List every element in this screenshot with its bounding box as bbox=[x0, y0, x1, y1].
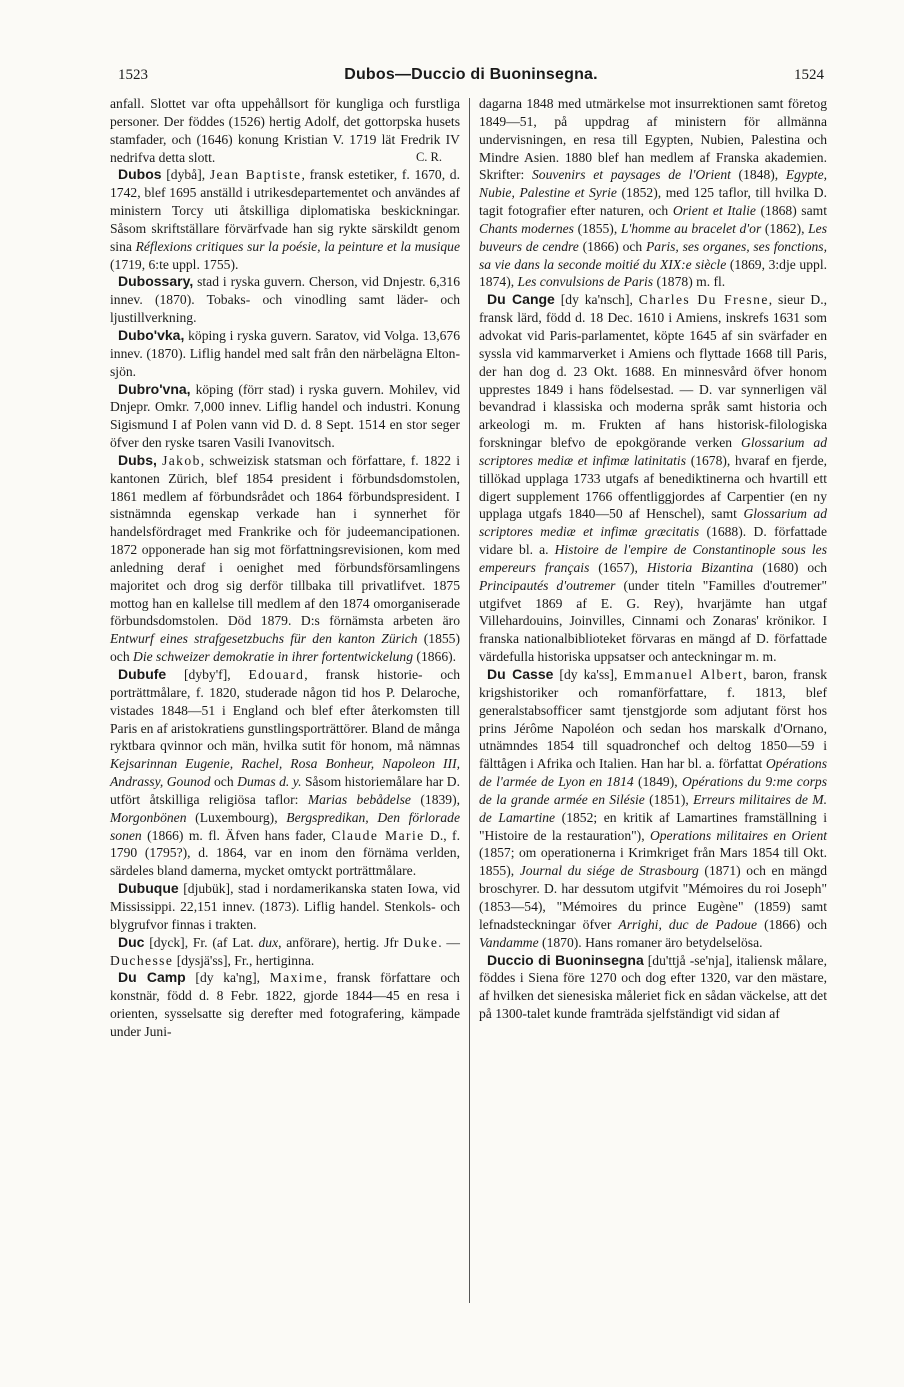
headword: Duccio di Buoninsegna bbox=[487, 951, 644, 968]
work-title: Kejsarinnan Eugenie, Rachel, Rosa Bonheur, Napoleon III, Andrassy, Gounod bbox=[110, 756, 460, 790]
person-name: Emmanuel Albert bbox=[623, 667, 744, 682]
article-entry bbox=[479, 95, 827, 291]
work-title: Arrighi, duc de Padoue bbox=[618, 916, 758, 932]
headword: Dubuque bbox=[118, 880, 179, 897]
article-entry bbox=[110, 166, 460, 273]
work-title: Les buveurs de cendre bbox=[479, 220, 828, 254]
work-title: Glossarium ad scriptores mediæ et infimæ latinitatis bbox=[479, 435, 827, 468]
article-entry bbox=[479, 666, 827, 952]
body-text: [dy ka'ng], bbox=[185, 970, 270, 986]
work-title: Souvenirs et paysages de l'Orient bbox=[531, 167, 731, 183]
article-entry bbox=[110, 452, 460, 666]
article-entry bbox=[110, 934, 460, 970]
body-text: (1657), bbox=[589, 559, 647, 575]
body-text: [dy ka'nsch], bbox=[554, 292, 639, 308]
right-page-number: 1524 bbox=[793, 66, 824, 83]
body-text: [du'ttjå -se'nja], italiensk målare, föddes i Siena före 1270 och dog efter 1320, var den mästare, af hvilken det sienesiska måleriet fick en sådan väckelse, att det på 1300-talet kunde framträda sjelfständigt vid sidan af bbox=[479, 952, 827, 1022]
work-title: Die schweizer demokratie in ihrer fortentwickelung bbox=[133, 649, 414, 665]
work-title: Operations militaires en Orient bbox=[649, 827, 828, 843]
headword: Du Cange bbox=[487, 291, 555, 308]
headword: Dubufe bbox=[118, 666, 167, 682]
body-text: (1878) m. fl. bbox=[653, 274, 726, 290]
article-entry bbox=[110, 969, 460, 1040]
headword: Dubro'vna, bbox=[118, 380, 191, 397]
body-text: D., f. 1790 (1795?), d. 1864, var en inom den förnäma verlden, särdeles bland damerna, mycket omtyckt porträttmålare. bbox=[110, 827, 460, 879]
work-title: Chants modernes bbox=[479, 220, 574, 236]
work-title: Historia Bizantina bbox=[646, 559, 754, 575]
article-entry bbox=[479, 952, 827, 1023]
body-text: (1851), bbox=[644, 791, 694, 807]
work-title: Entwurf eines strafgesetzbuchs für den kanton Zürich bbox=[110, 631, 418, 647]
body-text: , baron, fransk krigshistoriker och romanförfattare, f. 1813, blef generalstabsofficer samt tjenstgjorde som adjutant först hos prins Jérôme Napoléon och sedan hos marskalk d'Ornano, utnämndes 1854 till squadronchef och deltog 1850—59 i fälttågen i Afrika och Italien. Han har bl. a. författat bbox=[479, 667, 827, 772]
article-entry bbox=[110, 666, 460, 880]
body-text: (1862), bbox=[761, 220, 809, 236]
article-entry bbox=[110, 880, 460, 934]
work-title: Histoire de l'empire de Constantinople sous les empereurs français bbox=[479, 542, 827, 575]
body-text: , schweizisk statsman och författare, f. 1822 i kantonen Zürich, blef 1854 president i förbundsdomstolen, 1861 medlem af förbundsrådet och 1864 förbundspresident. I sistnämnda egenskap verkade han i synnerhet för handelsfördraget med Frankrike och för judeemancipationen. 1872 opponerade han sig mot författningsrevisionen, kom med anledning deraf i oenighet med förbundsförsamlingens majoritet och drog sig derför tillbaka till privatlifvet. 1875 mottog han en kallelse till medlem af den 1874 omorganiserade förbundsdomstolen. Död 1879. D:s förnämsta arbeten äro bbox=[110, 452, 460, 629]
body-text: dagarna 1848 med utmärkelse mot insurrektionen samt företog 1849—51, på uppdrag af ministern för allmänna undervisningen, en resa till Egypten, Nubien, Palestina och Mindre Asien. 1880 blef han medlem af Franska akademien. Skrifter: bbox=[479, 96, 827, 183]
person-name: Claude Marie bbox=[331, 827, 425, 843]
body-text: och bbox=[210, 774, 238, 790]
body-text: [dysjä'ss], Fr., hertiginna. bbox=[173, 952, 315, 968]
article-entry bbox=[110, 381, 460, 452]
person-name: Maxime bbox=[269, 970, 324, 986]
page-title: Dubos—Duccio di Buoninsegna. bbox=[344, 66, 598, 83]
body-text: [dy ka'ss], bbox=[553, 667, 624, 682]
body-text: (1855) och bbox=[110, 631, 461, 665]
body-text: , anförare), hertig. Jfr bbox=[278, 934, 404, 950]
headword: Duc bbox=[118, 933, 145, 950]
body-text: (1849), bbox=[633, 774, 682, 790]
body-text: (1839), bbox=[410, 791, 461, 807]
body-text: (1866) och bbox=[757, 916, 827, 932]
work-title: L'homme au bracelet d'or bbox=[620, 220, 762, 236]
body-text: , fransk historie- och porträttmålare, f. 1820, studerade någon tid hos P. Delaroche, vistades 1848—51 i England och blef efter återkomsten till Paris en af aristokratiens gunstlingsporträttörer. Bland de många ryktbara qvinnor och män, hvilka sutit för honom, må nämnas bbox=[110, 667, 460, 754]
body-text: Såsom historiemålare har D. utfört åtskilliga religiösa taflor: bbox=[110, 774, 460, 807]
body-text: (1688). D. författade vidare bl. a. bbox=[479, 524, 827, 558]
work-title: Morgonbönen bbox=[110, 809, 187, 825]
body-text: (1852; en kritik af Lamartines framställning i "Histoire de la restauration"), bbox=[479, 809, 827, 843]
body-text: (1680) och bbox=[753, 559, 827, 575]
body-text: [dybå], bbox=[161, 167, 210, 183]
work-title: Glossarium ad scriptores mediæ et infimæ græcitatis bbox=[479, 506, 827, 540]
body-text: köping i ryska guvern. Saratov, vid Volga. 13,676 innev. (1870). Liflig handel med salt från den närbelägna Elton-sjön. bbox=[110, 327, 460, 379]
work-title: dux bbox=[258, 934, 279, 950]
article-entry bbox=[479, 291, 827, 666]
left-column bbox=[110, 95, 460, 1041]
headword: Dubs, bbox=[118, 451, 157, 468]
work-title: Vandamme bbox=[479, 934, 539, 950]
headword: Du Casse bbox=[487, 666, 554, 682]
body-text: (1848), bbox=[730, 167, 786, 183]
headword: Dubos bbox=[118, 166, 162, 183]
work-title: Bergspredikan, Den förlorade sonen bbox=[110, 809, 460, 843]
body-text: [djubük], stad i nordamerikanska staten Iowa, vid Mississippi. 22,151 innev. (1873). Liflig handel. Stenkols- och blygrufvor finnas i trakten. bbox=[110, 881, 460, 932]
body-text: (1852), med 125 taflor, till hvilka D. tagit fotografier efter naturen, och bbox=[479, 185, 827, 219]
article-entry bbox=[110, 273, 460, 327]
body-text: (1719, 6:te uppl. 1755). bbox=[110, 256, 239, 272]
left-page-number: 1523 bbox=[118, 66, 148, 83]
body-text: , fransk estetiker, f. 1670, d. 1742, blef 1695 anställd i utrikesdepartementet och användes af ministern Torcy uti åtskilliga diplomatiska beskickningar. Såsom skriftställare förvärfvade han sig rykte särskildt genom sina bbox=[110, 167, 460, 254]
body-text: (1855), bbox=[573, 220, 621, 236]
article-entry bbox=[110, 95, 460, 166]
body-text: (1869, 3:dje uppl. 1874), bbox=[479, 256, 827, 290]
person-name: Edouard bbox=[248, 667, 305, 682]
body-text: , fransk författare och konstnär, född d. 8 Febr. 1822, gjorde 1844—45 en resa i orienten, sysselsatte sig derefter med fotografering, kämpade under Juni- bbox=[110, 970, 460, 1039]
headword: Dubossary, bbox=[118, 273, 194, 290]
person-name: Charles Du Fresne bbox=[638, 292, 769, 308]
body-text: köping (förr stad) i ryska guvern. Mohilev, vid Dnjepr. Omkr. 7,000 innev. Liflig handel och industri. Konung Sigismund I af Polen vann vid D. d. 8 Sept. 1514 en stor seger öfver den ryske tsaren Vasili Ivanovitsch. bbox=[110, 381, 460, 451]
person-name: Jean Baptiste bbox=[209, 167, 302, 183]
work-title: Principautés d'outremer bbox=[479, 577, 616, 593]
headword: Du Camp bbox=[118, 969, 186, 986]
work-title: Opérations de l'armée de Lyon en 1814 bbox=[479, 756, 827, 790]
article-entry bbox=[110, 327, 460, 381]
body-text: (1871) och en mängd broschyrer. D. har dessutom utgifvit "Mémoires du roi Joseph" (1853—54), "Mémoires du prince Eugène" (1859) samt lefnadsteckningar öfver bbox=[479, 863, 827, 932]
work-title: Marias bebådelse bbox=[307, 791, 411, 807]
body-text: stad i ryska guvern. Cherson, vid Dnjestr. 6,316 innev. (1870). Tobaks- och vinodling samt läder- och ljustillverkning. bbox=[110, 274, 460, 326]
work-title: Dumas d. y. bbox=[237, 774, 302, 790]
body-text: (1678), hvaraf en fjerde, tillökad upplaga 1733 utgafs af benediktinerna och hvartill ett digert supplement 1766 offentliggjordes af Carpentier (en ny upplaga utgafs 1840—50 af Henschel), samt bbox=[479, 452, 827, 522]
body-text: (1866). bbox=[413, 649, 457, 665]
work-title: Egypte, Nubie, Palestine et Syrie bbox=[479, 167, 827, 201]
body-text: [dyck], Fr. (af Lat. bbox=[144, 934, 259, 950]
work-title: Orient et Italie bbox=[672, 203, 756, 219]
work-title: Les convulsions de Paris bbox=[517, 274, 654, 290]
body-text: anfall. Slottet var ofta uppehållsort för kungliga och furstliga personer. Der föddes (1526) hertig Adolf, det gottorpska husets stamfader, och (1646) konung Kristian V. 1719 lät Fredrik IV nedrifva detta slott. bbox=[110, 96, 460, 165]
body-text: (1857; om operationerna i Krimkriget från Mars 1854 till Okt. 1855), bbox=[479, 845, 827, 879]
column-divider bbox=[469, 98, 470, 1303]
person-name: Duchesse bbox=[110, 952, 174, 968]
headword: Dubo'vka, bbox=[118, 326, 185, 343]
work-title: Paris, ses organes, ses fonctions, sa vie dans la seconde moitié du XIX:e siècle bbox=[479, 238, 827, 272]
work-title: Réflexions critiques sur la poésie, la peinture et la musique bbox=[135, 238, 460, 254]
page-header bbox=[118, 63, 824, 87]
body-text: (under titeln "Familles d'outremer" utgifvet 1869 af E. G. Rey), hvarjämte han utgaf Villehardouins, Joinvilles, Cinnami och Zonaras' krönikor. I franska nationalbiblioteket förvaras en mängd af D. författade värdefulla historiska uppsatser och anteckningar m. m. bbox=[479, 577, 827, 665]
body-text: (1870). Hans romaner äro betydelselösa. bbox=[538, 934, 763, 950]
right-column bbox=[479, 95, 827, 1023]
person-name: Duke bbox=[403, 934, 439, 950]
body-text: (1868) samt bbox=[755, 203, 827, 219]
author-signature: C. R. bbox=[415, 149, 442, 164]
work-title: Erreurs militaires de M. de Lamartine bbox=[479, 791, 827, 825]
body-text: (1866) m. fl. Äfven hans fader, bbox=[141, 827, 332, 843]
person-name: Jakob bbox=[162, 452, 201, 468]
work-title: Journal du siége de Strasbourg bbox=[519, 863, 699, 879]
body-text: [dyby'f], bbox=[166, 667, 249, 682]
body-text: , sieur D., fransk lärd, född d. 18 Dec. 1610 i Amiens, inskrefs 1631 som advokat vid Paris-parlamentet, köpte 1645 af sin svärfader en syssla vid kammarverket i Amiens och flyttade 1668 till Paris, der han dog d. 23 Okt. 1688. En minnesvård öfver honom upprestes 1849 i hans födelsestad. — D. var synnerligen väl bevandrad i klassiska och moderna språk samt historia och arkeologi m. m. Frukten af hans historisk-filologiska forskningar blefvo de epokgörande verken bbox=[479, 292, 827, 451]
body-text: (Luxembourg), bbox=[186, 809, 287, 825]
work-title: Opérations du 9:me corps de la grande armée en Silésie bbox=[479, 774, 828, 807]
body-text: (1866) och bbox=[578, 238, 646, 254]
body-text: . — bbox=[438, 934, 461, 950]
